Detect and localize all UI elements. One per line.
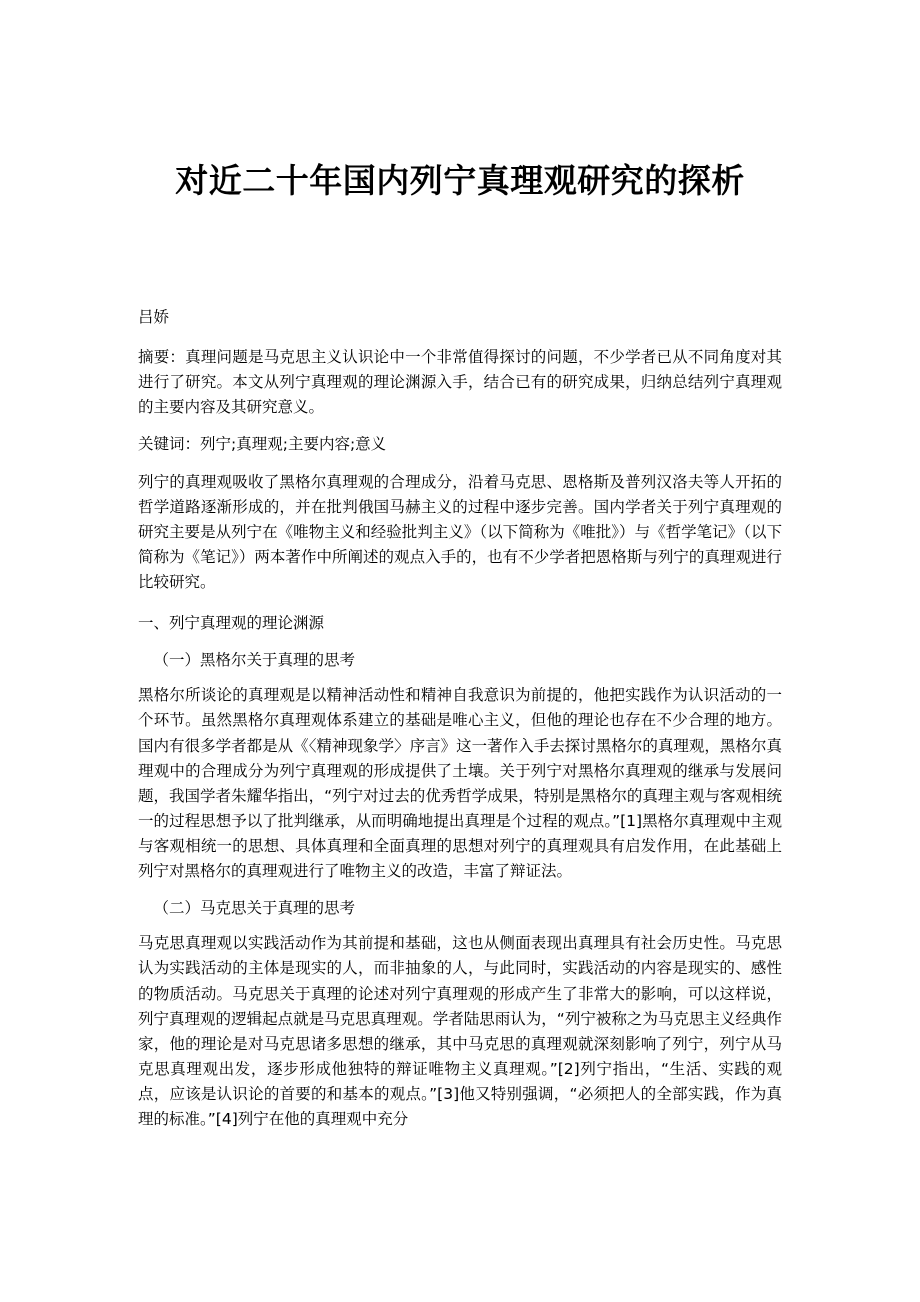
introduction-paragraph: 列宁的真理观吸收了黑格尔真理观的合理成分，沿着马克思、恩格斯及普列汉洛夫等人开拓的哲学道路逐渐形成的，并在批判俄国马赫主义的过程中逐步完善。国内学者关于列宁真理观的研究主要是从列宁在《唯物主义和经验批判主义》（以下简称为《唯批》）与《哲学笔记》（以下简称为《笔记》）两本著作中所阐述的观点入手的，也有不少学者把恩格斯与列宁的真理观进行比较研究。 (138, 472, 782, 592)
subsection-heading-1-2: （二）马克思关于真理的思考 (153, 899, 356, 918)
page-title: 对近二十年国内列宁真理观研究的探析 (175, 161, 745, 200)
section-heading-1: 一、列宁真理观的理论渊源 (138, 614, 325, 633)
keywords-line: 关键词：列宁;真理观;主要内容;意义 (138, 435, 387, 454)
subsection-body-1-2: 马克思真理观以实践活动作为其前提和基础，这也从侧面表现出真理具有社会历史性。马克思认为实践活动的主体是现实的人，而非抽象的人，与此同时，实践活动的内容是现实的、感性的物质活动。马克思关于真理的论述对列宁真理观的形成产生了非常大的影响，可以这样说，列宁真理观的逻辑起点就是马克思真理观。学者陆思雨认为，“列宁被称之为马克思主义经典作家，他的理论是对马克思诸多思想的继承，其中马克思的真理观就深刻影响了列宁，列宁从马克思真理观出发，逐步形成他独特的辩证唯物主义真理观。”[2]列宁指出，“生活、实践的观点，应该是认识论的首要的和基本的观点。”[3]他又特别强调，“必须把人的全部实践，作为真理的标准。”[4]列宁在他的真理观中充分 (138, 934, 782, 1129)
abstract-paragraph: 摘要：真理问题是马克思主义认识论中一个非常值得探讨的问题，不少学者已从不同角度对其进行了研究。本文从列宁真理观的理论渊源入手，结合已有的研究成果，归纳总结列宁真理观的主要内容及其研究意义。 (138, 348, 782, 417)
subsection-body-1-1: 黑格尔所谈论的真理观是以精神活动性和精神自我意识为前提的，他把实践作为认识活动的一个环节。虽然黑格尔真理观体系建立的基础是唯心主义，但他的理论也存在不少合理的地方。国内有很多学者都是从《〈精神现象学〉序言》这一著作入手去探讨黑格尔的真理观，黑格尔真理观中的合理成分为列宁真理观的形成提供了土壤。关于列宁对黑格尔真理观的继承与发展问题，我国学者朱耀华指出，“列宁对过去的优秀哲学成果，特别是黑格尔的真理主观与客观相统一的过程思想予以了批判继承，从而明确地提出真理是个过程的观点。”[1]黑格尔真理观中主观与客观相统一的思想、具体真理和全面真理的思想对列宁的真理观具有启发作用，在此基础上列宁对黑格尔的真理观进行了唯物主义的改造，丰富了辩证法。 (138, 686, 782, 881)
author-name: 吕娇 (138, 307, 170, 326)
subsection-heading-1-1: （一）黑格尔关于真理的思考 (153, 651, 356, 670)
